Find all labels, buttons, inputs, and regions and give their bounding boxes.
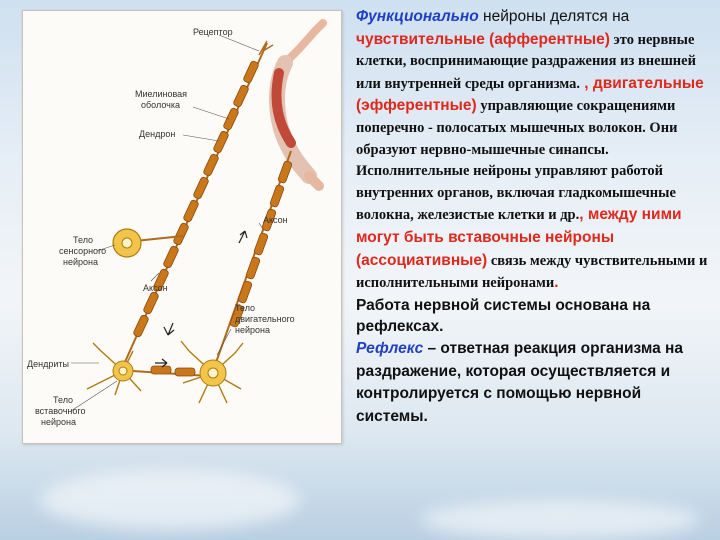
term-reflex: Рефлекс [356, 339, 424, 357]
text-dot: . [554, 274, 559, 292]
main-text [356, 6, 708, 428]
label-myelin-2: оболочка [141, 100, 180, 110]
interneuron-nucleus [119, 367, 127, 375]
label-dendrites: Дендриты [27, 359, 69, 369]
motor-fibre [213, 151, 293, 371]
text-motor-desc: управляющие сокращениями поперечно - полосатых мышечных волокон. Они образуют нервно-мышечные синапсы. Исполнительные нейроны управляют работой внутренних органов, включая гладкомышечные волокна, железистые клетки и др. [356, 98, 678, 224]
background-cloud [420, 500, 700, 540]
term-interneurons: , между ними могут быть вставочные нейроны (ассоциативные) [356, 206, 682, 269]
arm-hand [285, 23, 323, 63]
paragraph-neuron-types [356, 6, 708, 295]
term-functionally: Функционально [356, 8, 479, 25]
label-inter-body-3: нейрона [41, 417, 76, 427]
label-inter-body-1: Тело [53, 395, 74, 405]
neuron-diagram-svg [23, 11, 341, 443]
sensory-nucleus [122, 238, 132, 248]
label-sensory-body-2: сенсорного [59, 246, 107, 256]
label-motor-body-2: двигательного [235, 314, 295, 324]
term-sensory: чувствительные (афферентные) [356, 30, 610, 48]
label-axon-right: Аксон [263, 215, 288, 225]
label-motor-body-1: Тело [235, 303, 256, 313]
paragraph-reflexes: Работа нервной системы основана на рефлексах. [356, 296, 651, 336]
label-dendron: Дендрон [139, 129, 176, 139]
arrow-up-icon [239, 231, 247, 243]
neuron-diagram [22, 10, 342, 444]
forearm [309, 176, 319, 186]
text-interneurons-desc: связь между чувствительными и исполнительными нейронами [356, 252, 708, 292]
motor-neuron-nucleus [208, 368, 218, 378]
label-motor-body-3: нейрона [235, 325, 270, 335]
receptor-ending [259, 41, 273, 55]
label-sensory-body-3: нейрона [63, 257, 98, 267]
arrow-down-icon [164, 323, 174, 335]
interneuron-axon [133, 366, 208, 376]
label-myelin-1: Миелиновая [135, 89, 188, 99]
paragraph-reflex-def [356, 338, 708, 428]
text-sensory-desc: это нервные клетки, воспринимающие раздражения из внешней или внутренней среды организма. [356, 31, 696, 92]
label-inter-body-2: вставочного [35, 406, 86, 416]
term-motor: , двигательные (эфферентные) [356, 74, 704, 115]
background-cloud [40, 470, 300, 530]
label-sensory-body-1: Тело [73, 235, 94, 245]
text-reflex-def: – ответная реакция организма на раздражение, которая осуществляется и контролируется с помощью нервной системы. [356, 339, 684, 425]
text-divided: нейроны делятся на [478, 8, 630, 25]
label-axon-left: Аксон [143, 283, 168, 293]
label-receptor: Рецептор [193, 27, 233, 37]
